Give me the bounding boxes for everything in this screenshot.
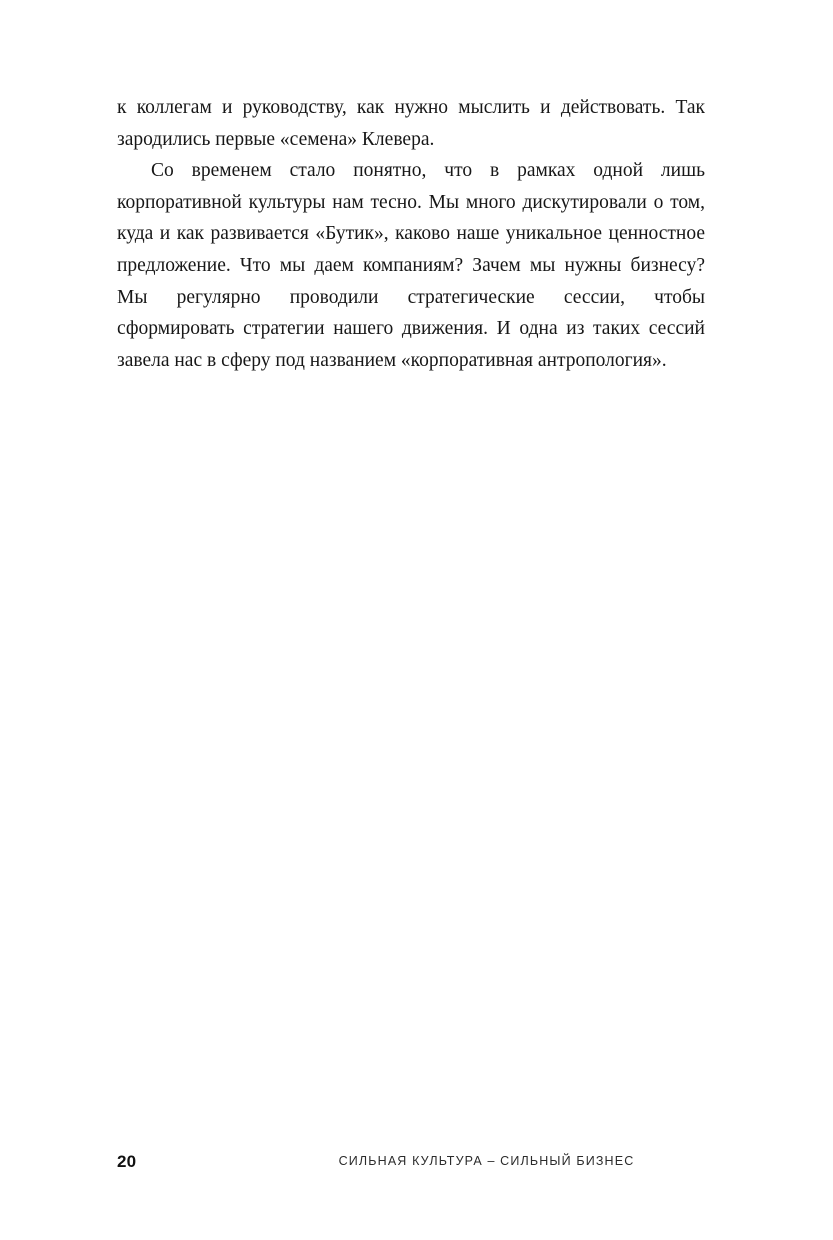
running-title: СИЛЬНАЯ КУЛЬТУРА – СИЛЬНЫЙ БИЗНЕС	[338, 1154, 635, 1168]
paragraph-continued: к коллегам и руководству, как нужно мыслить и действовать. Так зародились первые «семена» Клевера.	[117, 97, 705, 150]
page-footer	[117, 1152, 716, 1172]
page-text-block	[117, 92, 705, 376]
paragraph-body: Со временем стало понятно, что в рамках одной лишь корпоративной культуры нам тесно. Мы много дискутировали о том, куда и как развивается «Бутик», каково наше уникальное ценностное предложение. Что мы даем компаниям? Зачем мы нужны бизнесу? Мы регулярно проводили стратегические сессии, чтобы сформировать стратегии нашего движения. И одна из таких сессий завела нас в сферу под названием «корпоративная антропология».	[117, 160, 705, 371]
page-number: 20	[117, 1152, 137, 1171]
